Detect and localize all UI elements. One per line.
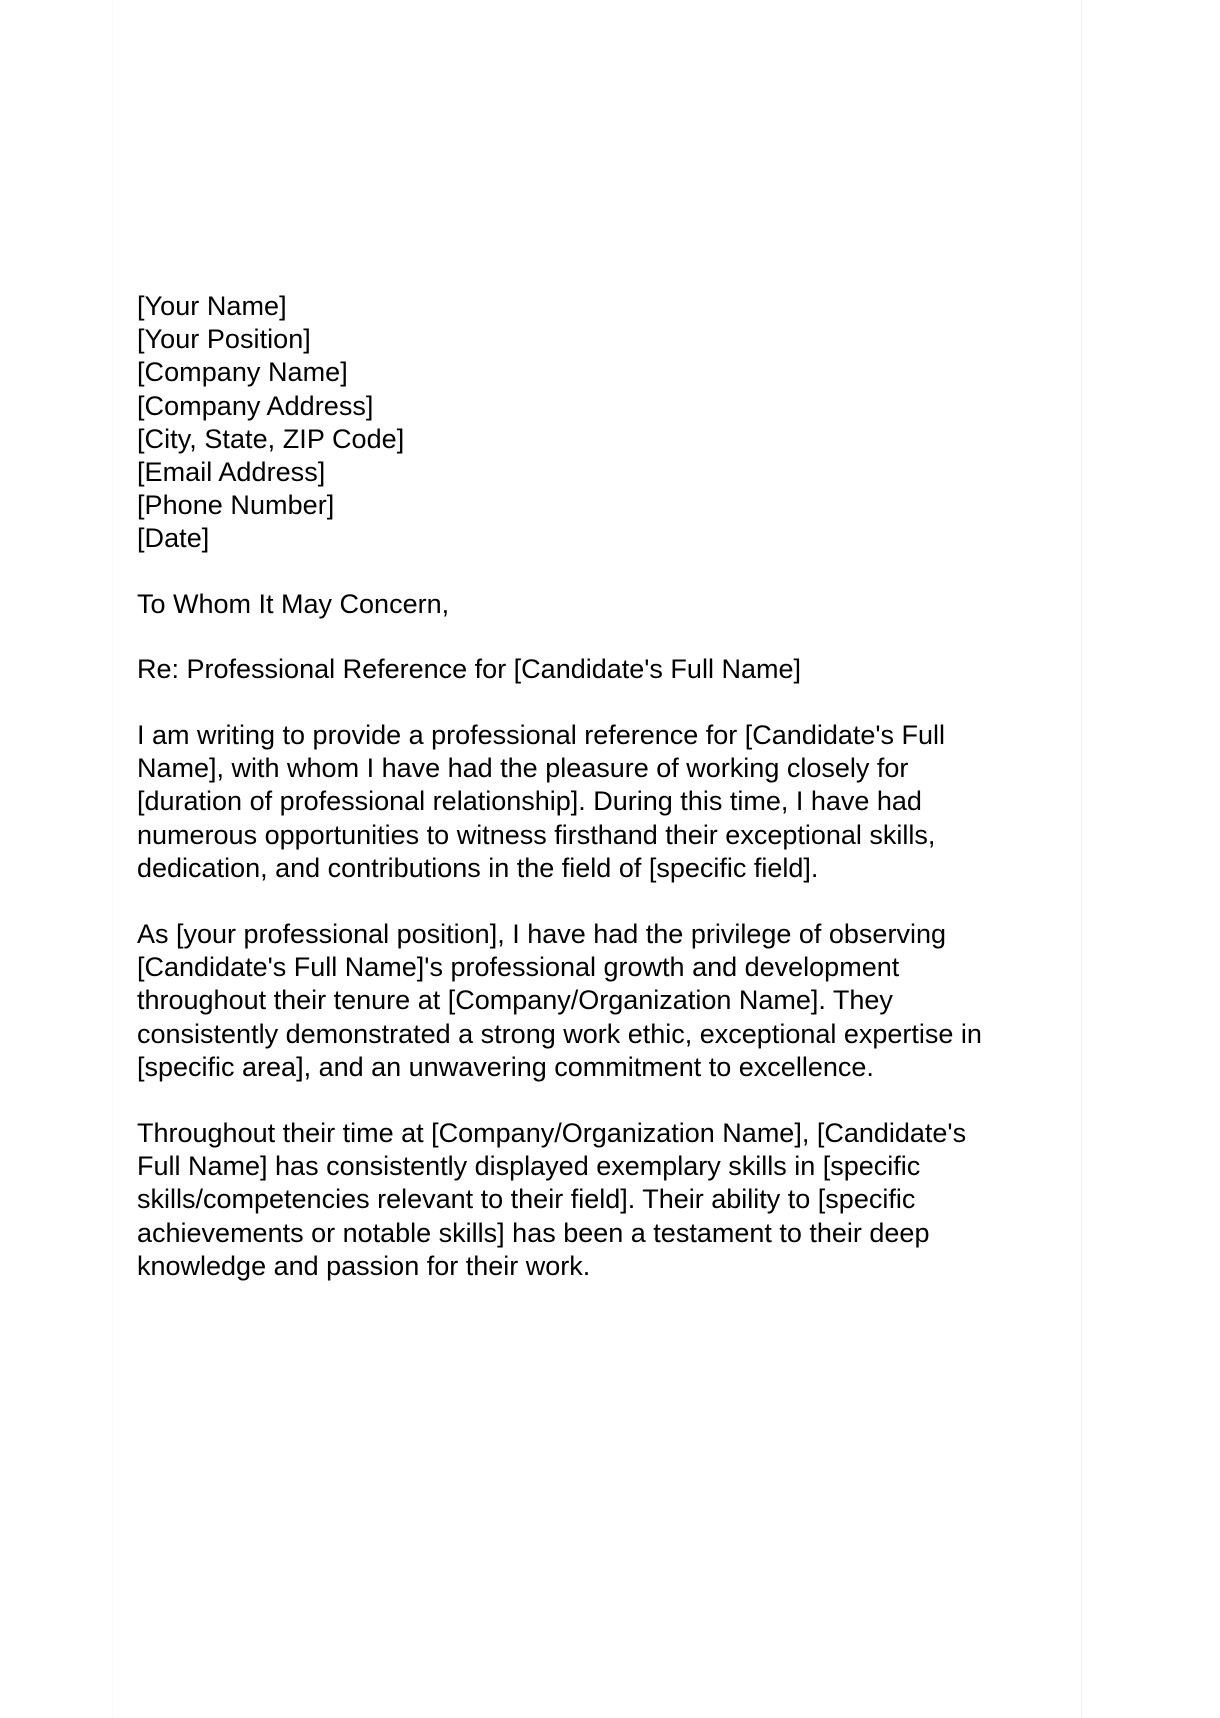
sender-phone: [Phone Number]	[137, 490, 335, 521]
sender-address-block	[137, 290, 1009, 556]
sender-email: [Email Address]	[137, 457, 326, 488]
sender-city-state-zip: [City, State, ZIP Code]	[137, 423, 405, 454]
body-paragraph-3: Throughout their time at [Company/Organization Name], [Candidate's Full Name] has consistently displayed exemplary skills in [specific skills/competencies relevant to their field]. Their ability to [specific achievements or notable skills] has been a testament to their deep knowledge and passion for their work.	[137, 1118, 967, 1281]
sender-position: [Your Position]	[137, 324, 311, 355]
salutation: To Whom It May Concern,	[137, 588, 450, 619]
page-left-edge	[112, 0, 113, 1718]
sender-company-name: [Company Name]	[137, 357, 348, 388]
letter-date: [Date]	[137, 523, 210, 554]
sender-company-address: [Company Address]	[137, 390, 374, 421]
body-paragraph-2: As [your professional position], I have had the privilege of observing [Candidate's Full Name]'s professional growth and development throughout their tenure at [Company/Organization Name]. They consistently demonstrated a strong work ethic, exceptional expertise in [specific area], and an unwavering commitment to excellence.	[137, 919, 982, 1082]
letter-body	[137, 290, 1009, 1310]
body-paragraph-1: I am writing to provide a professional reference for [Candidate's Full Name], with whom I have had the pleasure of working closely for [duration of professional relationship]. During this time, I have had numerous opportunities to witness firsthand their exceptional skills, dedication, and contributions in the field of [specific field].	[137, 720, 946, 883]
subject-line: Re: Professional Reference for [Candidate's Full Name]	[137, 653, 801, 684]
page-right-edge	[1081, 0, 1082, 1718]
sender-name: [Your Name]	[137, 291, 287, 321]
